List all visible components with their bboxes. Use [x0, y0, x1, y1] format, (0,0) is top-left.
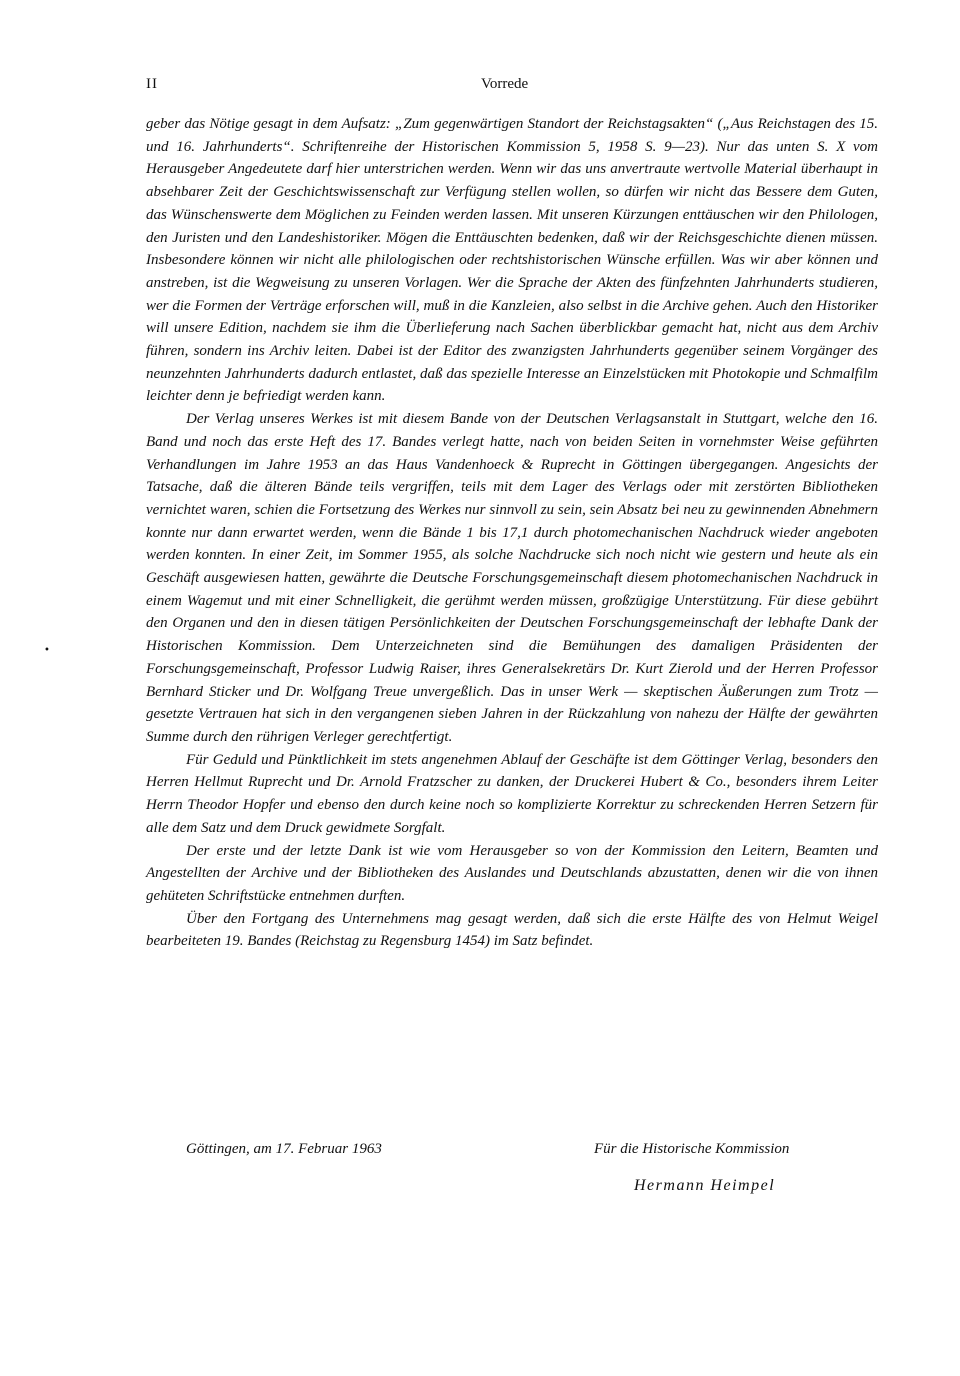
preface-body [146, 113, 878, 953]
page-number: II [146, 76, 158, 92]
paragraph-3: Für Geduld und Pünktlichkeit im stets angenehmen Ablauf der Geschäfte ist dem Göttinger Verlag, besonders den Herren Hellmut Ruprecht und Dr. Arnold Fratzscher zu danken, der Druckerei Hubert & Co., besonders ihrem Leiter Herrn Theodor Hopfer und ebenso den durch keine noch so komplizierte Korrektur zu schreckenden Herren Setzern für alle dem Satz und dem Druck gewidmete Sorgfalt. [146, 751, 878, 836]
paragraph-2: Der Verlag unseres Werkes ist mit diesem Bande von der Deutschen Verlagsanstalt in Stuttgart, welche den 16. Band und noch das erste Heft des 17. Bandes verlegt hatte, nach von beiden Seiten in vornehmster Weise geführten Verhandlungen im Jahre 1953 an das Haus Vandenhoeck & Ruprecht in Göttingen übergegangen. Angesichts der Tatsache, daß die älteren Bände teils vergriffen, teils mit dem Lager des Verlags oder mit zerstörten Bibliotheken vernichtet waren, schien die Fortsetzung des Werkes nur sinnvoll zu sein, sein Absatz bei neu zu gewinnenden Abnehmern konnte nur dann erwartet werden, wenn die Bände 1 bis 17,1 durch photomechanischen Nachdruck wieder angeboten werden konnten. In einer Zeit, im Sommer 1955, als solche Nachdrucke sich noch nicht wie gestern und heute als ein Geschäft ausgewiesen hatten, gewährte die Deutsche Forschungsgemeinschaft diesem photomechanischen Nachdruck in einem Wagemut und mit einer Schnelligkeit, die gerühmt werden müssen, großzügige Unterstützung. Für diese gebührt den Organen und den in diesen tätigen Persönlichkeiten der Deutschen Forschungsgemeinschaft der lebhafte Dank der Historischen Kommission. Dem Unterzeichneten sind die Bemühungen des damaligen Präsidenten der Forschungsgemeinschaft, Professor Ludwig Raiser, ihres Generalsekretärs Dr. Kurt Zierold und der Herren Professor Bernhard Sticker und Dr. Wolfgang Treue unvergeßlich. Das in unser Werk — skeptischen Äußerungen zum Trotz — gesetzte Vertrauen hat sich in den vergangenen sieben Jahren in der Rückzahlung von nahezu der Hälfte der gewährten Summe durch den rührigen Verleger gerechtfertigt. [146, 411, 878, 745]
paragraph-5: Über den Fortgang des Unternehmens mag gesagt werden, daß sich die erste Hälfte des von Helmut Weigel bearbeiteten 19. Bandes (Reichstag zu Regensburg 1454) im Satz befindet. [146, 910, 878, 950]
margin-mark: • [44, 645, 50, 656]
running-title: Vorrede [481, 76, 529, 92]
paragraph-4: Der erste und der letzte Dank ist wie vom Herausgeber so von der Kommission den Leitern, Beamten und Angestellten der Archive und der Bibliotheken des Auslandes und Deutschlands abzustatten, denen wir die von ihnen gehüteten Schriftstücke entnehmen durften. [146, 842, 878, 904]
on-behalf-line: Für die Historische Kommission [594, 1141, 790, 1157]
paragraph-1: geber das Nötige gesagt in dem Aufsatz: „Zum gegenwärtigen Standort der Reichstagsakten“ („Aus Reichstagen des 15. und 16. Jahrhunderts“. Schriftenreihe der Historischen Kommission 5, 1958 S. 9—23). Nur das unten S. X vom Herausgeber Angedeutete darf hier unterstrichen werden. Wenn wir das uns anvertraute wertvolle Material überhaupt in absehbarer Zeit der Geschichtswissenschaft zur Verfügung stellen wollen, so dürfen wir nicht das Bessere dem Guten, das Wünschenswerte dem Möglichen zu Feinden werden lassen. Mit unseren Kürzungen enttäuschen wir den Philologen, den Juristen und den Landeshistoriker. Mögen die Enttäuschten bedenken, daß wir der Reichsgeschichte dienen müssen. Insbesondere können wir nicht alle philologischen oder rechtshistorischen Wünsche erfüllen. Was wir aber können und anstreben, ist die Wegweisung zu unseren Vorlagen. Wer die Sprache der Akten des fünfzehnten Jahrhunderts studieren, wer die Formen der Verträge erforschen will, muß in die Kanzleien, also selbst in die Archive gehen. Auch den Historiker will unsere Edition, nachdem sie ihm die Überlieferung nach Sachen überblickbar gemacht hat, nicht aus dem Archiv führen, sondern ins Archiv leiten. Dabei ist der Editor des zwanzigsten Jahrhunderts gegenüber seinem Vorgänger des neunzehnten Jahrhunderts dadurch entlastet, daß das spezielle Interesse an Einzelstücken mit Photokopie und Schmalfilm leichter denn je befriedigt werden kann. [146, 116, 878, 405]
place-and-date: Göttingen, am 17. Februar 1963 [186, 1141, 382, 1157]
signatory-name: Hermann Heimpel [634, 1177, 776, 1194]
page-header [146, 76, 876, 100]
